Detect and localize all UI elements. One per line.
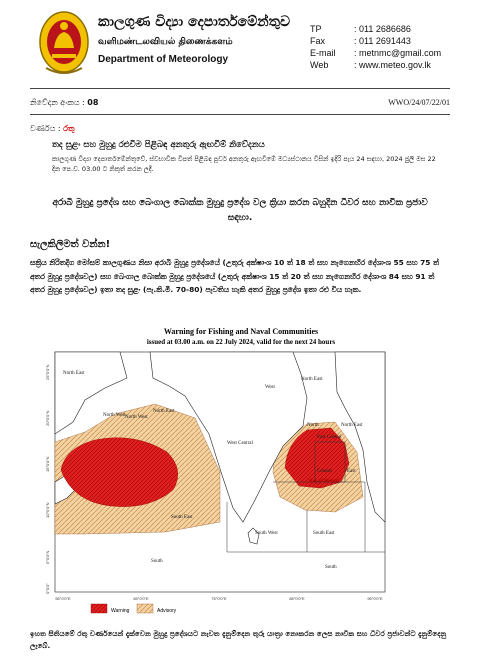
contact-row: Fax : 011 2691443 xyxy=(310,36,411,46)
legend-advisory-swatch xyxy=(137,604,153,613)
lat-tick-label: 5°0'0"N xyxy=(45,550,50,564)
fax-number: : 011 2691443 xyxy=(354,36,411,46)
notice-body: සක්‍රිය නිරිතදිග මෝසම් කාලගුණය නිසා අරාබි මුහුදු ප්‍රදේශයේ (උතුරු අක්ෂාංශ 10 ත් 18 ත් සහ නැගෙනහිර දේශාංශ 55 සහ 75 ත් අතර මුහුදු ප්‍රදේශවල) සහ බෙංගාල බොක්ක මුහුදු ප්‍රදේශයේ (උතුරු අක්ෂාංශ 15 ත් 20 ත් සහ නැගෙනහිර දේශාංශ 84 සහ 91 ත් අතර මුහුදු ප්‍රදේශවල) ඉතා තද සුළං (පැ.කි.මී. 70-80) පැවතිය හැකි අතර මුහුදු ප්‍රදේශ ඉතා රළු විය හැක. xyxy=(30,258,439,294)
notice-number-label: නිවේදන අංකය : xyxy=(30,98,85,107)
department-name-tamil: வளிமண்டலவியல் திணைக்களம் xyxy=(98,37,233,47)
region-label: South East xyxy=(171,515,193,520)
lon-tick-label: 65°0'0"E xyxy=(133,596,149,601)
phone-number: : 011 2686686 xyxy=(354,24,411,34)
lat-tick-label: 15°0'0"N xyxy=(45,456,50,472)
warning-map xyxy=(45,322,437,618)
map-title: Warning for Fishing and Naval Communities xyxy=(163,327,319,336)
region-label: West Central xyxy=(227,441,253,446)
region-label: Bay of Bengal xyxy=(309,479,339,484)
department-name-english: Department of Meteorology xyxy=(98,54,229,65)
warning-color-label: වර්ණය : xyxy=(30,124,61,133)
region-label: East xyxy=(347,469,356,474)
region-label: North xyxy=(307,423,319,428)
region-label: North East xyxy=(301,377,323,382)
region-label: South East xyxy=(313,531,335,536)
department-name-sinhala: කාලගුණ විද්‍යා දෙපාර්තමේන්තුව xyxy=(98,14,291,30)
region-label: South xyxy=(325,565,337,570)
lon-tick-label: 55°0'0"E xyxy=(55,596,71,601)
warning-color-line xyxy=(30,124,74,134)
region-label: North East xyxy=(63,371,85,376)
attention-heading: සැලකිලිමත් වන්න! xyxy=(30,239,111,250)
lat-tick-label: 10°0'0"N xyxy=(45,502,50,518)
divider xyxy=(30,114,450,115)
region-label: East Central xyxy=(317,435,342,440)
region-label: South West xyxy=(255,531,278,536)
legend-advisory-label: Advisory xyxy=(157,608,177,614)
region-label: North West xyxy=(103,413,126,418)
lat-tick-label: 25°0'0"N xyxy=(45,364,50,380)
divider xyxy=(30,88,450,89)
lat-tick-label: 0°0'0" xyxy=(45,583,50,594)
contact-row: Web : www.meteo.gov.lk xyxy=(310,60,431,70)
lon-tick-label: 75°0'0"E xyxy=(211,596,227,601)
region-label: South xyxy=(151,559,163,564)
legend-warning-label: Warning xyxy=(111,608,130,614)
lat-tick-label: 20°0'0"N xyxy=(45,410,50,426)
email-link[interactable]: : metnmc@gmail.com xyxy=(354,48,442,58)
region-label: North East xyxy=(153,409,175,414)
contact-block xyxy=(310,23,441,71)
lon-tick-label: 95°0'0"E xyxy=(367,596,383,601)
notice-subtitle: කාලගුණ විද්‍යා දෙපාර්තමේන්තුවේ, ස්වභාවික විපත් පිළිබඳ පූර්ව අනතුරු ඇඟවීමේ මධ්‍යස්ථානය විසින් ඉදිරි පැය 24 සඳහා, 2024 ජුලි මස 22 දින පෙ.ව. 03.00 ට නිකුත් කරන ලදී. xyxy=(52,155,436,173)
legend-warning-swatch xyxy=(91,604,107,613)
notice-reference-code: WWO/24/07/22/01 xyxy=(388,98,450,107)
letterhead xyxy=(0,0,480,80)
contact-row: TP : 011 2686686 xyxy=(310,24,411,34)
region-label: West xyxy=(265,385,275,390)
lon-tick-label: 85°0'0"E xyxy=(289,596,305,601)
warning-color-value: රතු xyxy=(63,124,75,133)
notice-reference-line xyxy=(30,98,450,108)
notice-headline: අරාබි මුහුදු ප්‍රදේශ සහ බෙංගාල බොක්ක මුහුදු ප්‍රදේශ වල ක්‍රියා කරන බහුදින ධීවර සහ නාවික ප්‍රජාව සඳහා. xyxy=(52,198,428,223)
region-label: North West xyxy=(125,415,148,420)
website-link[interactable]: : www.meteo.gov.lk xyxy=(354,60,431,70)
notice-footer: ඉහත සිතියමේ රතු වර්ණයෙන් දැක්වෙන මුහුදු ප්‍රදේශයට නැවත දැනුම්දෙන තුරු යාත්‍රා නොකරන ලෙස නාවික සහ ධීවර ප්‍රජාවන්ට දැනුම්දෙනු ලැබේ. xyxy=(30,629,447,650)
map-subtitle: issued at 03.00 a.m. on 22 July 2024, valid for the next 24 hours xyxy=(146,338,336,346)
notice-title: තද සුළං සහ මුහුදු රළුවීම පිළිබඳ අනතුරු ඇඟවීම් නිවේදනය xyxy=(52,140,265,150)
notice-number: 08 xyxy=(87,98,99,107)
region-label: North East xyxy=(341,423,363,428)
region-label: Central xyxy=(317,469,332,474)
sri-lanka-emblem-icon xyxy=(38,8,90,76)
contact-row: E-mail : metnmc@gmail.com xyxy=(310,48,442,58)
